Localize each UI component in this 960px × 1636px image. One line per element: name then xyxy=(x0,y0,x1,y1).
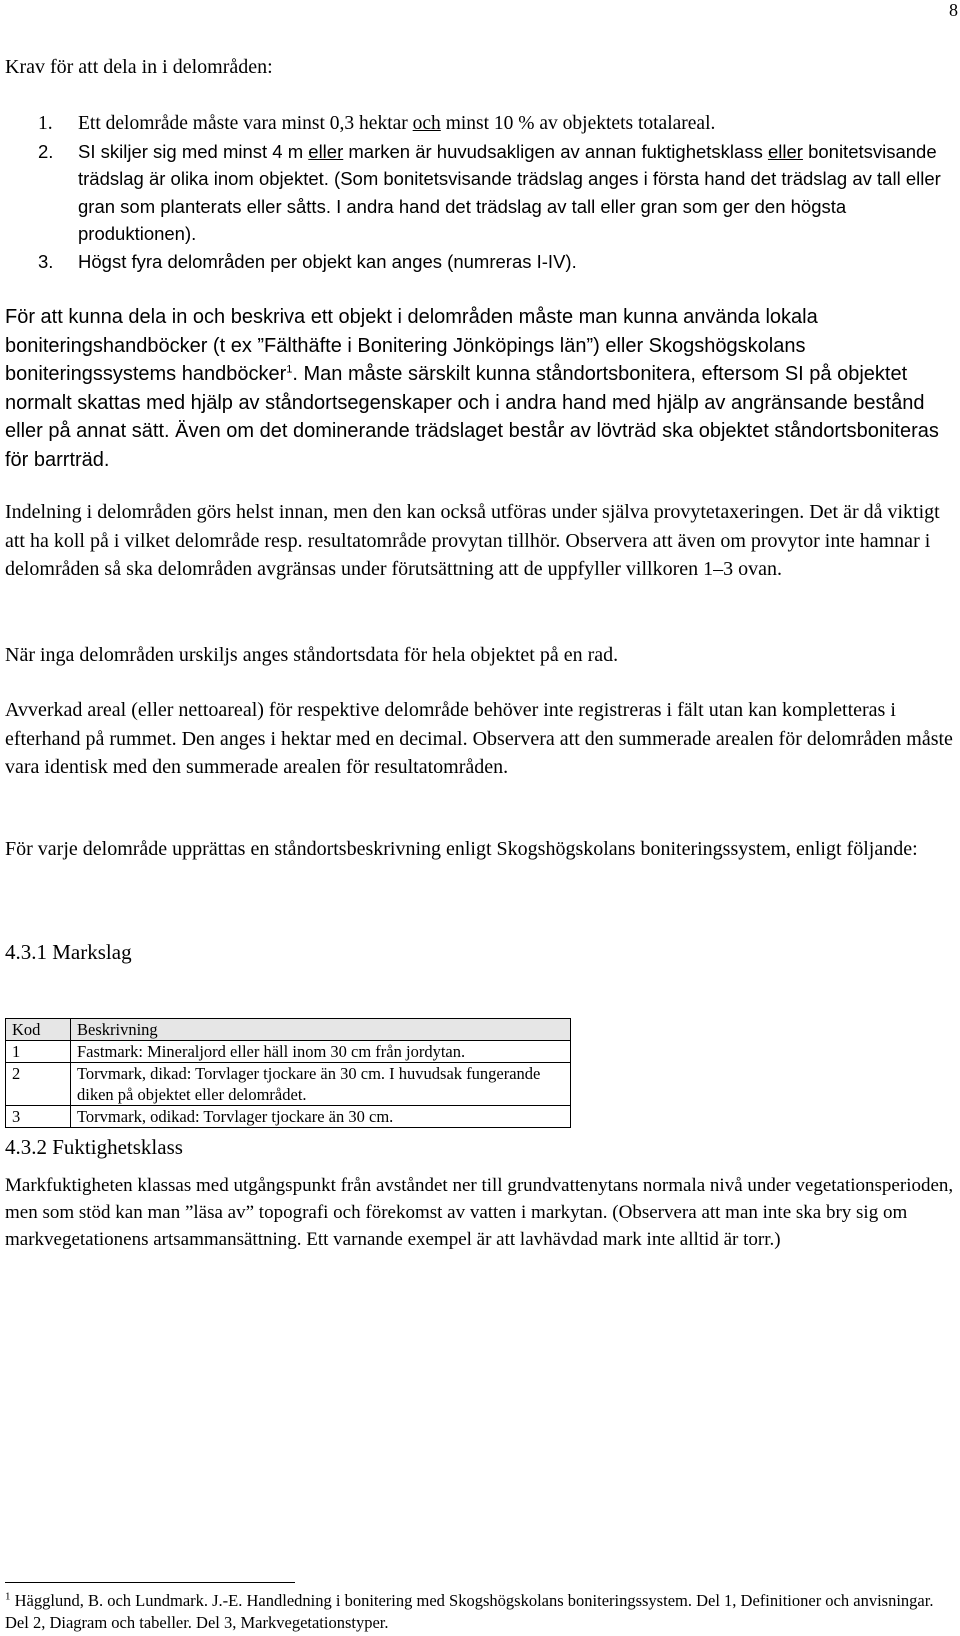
paragraph-delomraden-text-a: För att kunna dela in och beskriva ett objekt i delområden måste man kunna använda lokala boniteringshandböcker (t ex ”Fälthäfte i Bonitering Jönköpings län”) eller Skogshögskolans boniteringssystems handböcker xyxy=(5,306,818,385)
paragraph-avverkad-areal: Avverkad areal (eller nettoareal) för respektive delområde behöver inte registreras i fält utan kan kompletteras i efterhand på rummet. Den anges i hektar med en decimal. Observera att den summerade arealen för delområden måste vara identisk med den summerade arealen för resultatområden. xyxy=(5,699,953,778)
table-row xyxy=(6,1106,571,1128)
requirement-1-text-b: minst 10 % av objektets totalareal. xyxy=(440,113,716,134)
markslag-table xyxy=(5,1018,571,1128)
requirement-2 xyxy=(38,138,958,248)
table-header-row xyxy=(6,1019,571,1041)
paragraph-delomraden-text-c: Även om det dominerande trädslaget består av lövträd ska objektet ståndortsboniteras för barrträd. xyxy=(5,420,939,471)
table-cell-beskrivning: Fastmark: Mineraljord eller häll inom 30 cm från jordytan. xyxy=(71,1041,571,1063)
requirement-1-number: 1. xyxy=(38,113,53,134)
paragraph-indelning-text-a: Indelning i delområden görs helst innan, men den kan också utföras under själva provytetaxeringen. Det är då viktigt att ha koll på i vilket delområde resp. resultatområde provytan tillhör. xyxy=(5,501,940,552)
table-cell-kod: 1 xyxy=(6,1041,71,1063)
table-cell-kod: 3 xyxy=(6,1106,71,1128)
requirement-2-text-d: s. I andra hand det trädslag av tall eller gran som ger den högsta produktionen). xyxy=(78,195,847,244)
table-cell-beskrivning: Torvmark, dikad: Torvlager tjockare än 30 cm. I huvudsak fungerande diken på objektet eller delområdet. xyxy=(71,1063,571,1106)
requirement-2-text-c: bonitetsvisande trädslag är olika inom objektet. (Som bonitetsvisande trädslag anges i första hand det trädslag av tall eller gran som planterats eller sått xyxy=(78,140,941,217)
footnote xyxy=(5,1590,955,1634)
requirement-2-text-a: SI skiljer sig med minst 4 m xyxy=(78,140,309,162)
requirement-2-underlined-1: eller xyxy=(308,140,344,162)
table-header-beskrivning: Beskrivning xyxy=(71,1019,571,1041)
intro-heading: Krav för att dela in i delområden: xyxy=(5,56,273,78)
table-header-kod: Kod xyxy=(6,1019,71,1041)
paragraph-indelning-text-b: Observera att även om provytor inte hamnar i delområden så ska delområden avgränsas under förutsättning att de uppfyller villkoren 1–3 ovan. xyxy=(5,529,931,580)
footnote-reference: 1 xyxy=(286,363,293,376)
table-row xyxy=(6,1041,571,1063)
requirement-3-text: Högst fyra delområden per objekt kan anges (numreras I-IV). xyxy=(78,250,577,272)
paragraph-markfuktighet: Markfuktigheten klassas med utgångspunkt från avståndet ner till grundvattenytans normala nivå under vegetationsperioden, men som stöd kan man ”läsa av” topografi och förekomst av vatten i markytan. (Observera att man inte ska bry sig om markvegetationens artsammansättning. Ett varnande exempel är att lavhävdad mark inte alltid är torr.) xyxy=(5,1175,954,1250)
table-cell-beskrivning: Torvmark, odikad: Torvlager tjockare än 30 cm. xyxy=(71,1106,571,1128)
footnote-divider xyxy=(5,1582,295,1583)
footnote-text: Hägglund, B. och Lundmark. J.-E. Handledning i bonitering med Skogshögskolans boniteringssystem. Del 1, Definitioner och anvisningar. Del 2, Diagram och tabeller. Del 3, Markvegetationstyper. xyxy=(5,1591,934,1632)
paragraph-delomraden xyxy=(5,303,955,474)
requirement-3-number: 3. xyxy=(38,250,54,272)
paragraph-indelning xyxy=(5,498,955,584)
page-number: 8 xyxy=(949,0,958,20)
table-cell-kod: 2 xyxy=(6,1063,71,1106)
requirement-1-text-a: Ett delområde måste vara minst 0,3 hektar xyxy=(78,113,413,134)
requirement-3 xyxy=(38,248,958,276)
section-title-markslag: 4.3.1 Markslag xyxy=(5,940,132,964)
paragraph-inga-delomraden: När inga delområden urskiljs anges ståndortsdata för hela objektet på en rad. xyxy=(5,644,619,666)
footnote-number: 1 xyxy=(5,1590,11,1603)
requirement-1 xyxy=(38,110,958,138)
paragraph-delomraden-text-b: . Man måste särskilt kunna ståndortsbonitera, eftersom SI på objektet normalt skattas med hjälp av ståndortsegenskaper och i andra hand med hjälp av angränsande bestånd eller på annat sätt. xyxy=(5,363,925,442)
paragraph-standortsbeskrivning: För varje delområde upprättas en ståndortsbeskrivning enligt Skogshögskolans boniteringssystem, enligt följande: xyxy=(5,838,918,860)
requirement-2-underlined-2: eller xyxy=(767,140,803,162)
requirements-list xyxy=(38,110,958,275)
table-row xyxy=(6,1063,571,1106)
requirement-2-number: 2. xyxy=(38,140,54,162)
requirement-2-text-b: marken är huvudsakligen av annan fuktighetsklass xyxy=(343,140,768,162)
section-title-fuktighetsklass: 4.3.2 Fuktighetsklass xyxy=(5,1135,183,1159)
requirement-1-underlined: och xyxy=(412,113,441,134)
